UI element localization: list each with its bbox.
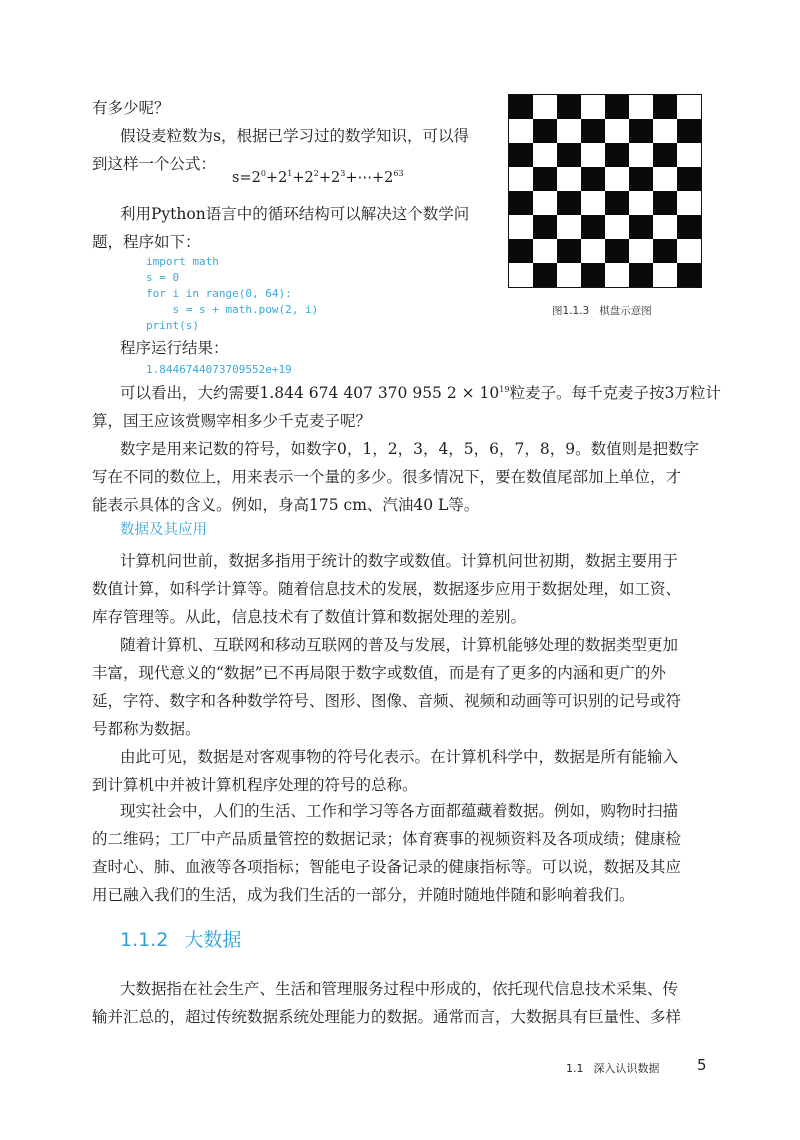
board-square	[557, 167, 581, 191]
board-square	[653, 239, 677, 263]
paragraph-line: 输并汇总的，超过传统数据系统处理能力的数据。通常而言，大数据具有巨量性、多样	[92, 1008, 682, 1026]
page-number: 5	[697, 1056, 707, 1074]
paragraph-line: 利用Python语言中的循环结构可以解决这个数学问	[120, 205, 470, 223]
board-square	[629, 119, 653, 143]
board-square	[509, 239, 533, 263]
paragraph-line: 到这样一个公式：	[92, 155, 217, 173]
code-line: s = s + math.pow(2, i)	[146, 303, 319, 316]
board-square	[509, 215, 533, 239]
board-square	[677, 143, 701, 167]
paragraph-line: 有多少呢？	[92, 99, 170, 117]
section-title: 大数据	[184, 929, 242, 951]
board-square	[677, 95, 701, 119]
board-square	[533, 215, 557, 239]
paragraph-line: 可以看出，大约需要1.844 674 407 370 955 $2 \times 10^{19}$粒麦子。每千克麦子按3万粒计	[120, 384, 721, 402]
board-square	[605, 191, 629, 215]
sum-formula: $s=2^0+2^1+2^2+2^3+\cdots+2^{63}$	[232, 169, 404, 186]
board-square	[533, 239, 557, 263]
footer-section-number: 1.1	[566, 1062, 584, 1075]
board-square	[629, 191, 653, 215]
board-square	[509, 167, 533, 191]
paragraph-line: 题，程序如下：	[92, 233, 201, 251]
board-square	[533, 119, 557, 143]
board-square	[653, 95, 677, 119]
board-square	[605, 263, 629, 287]
board-square	[557, 191, 581, 215]
paragraph-line: 查时心、肺、血液等各项指标；智能电子设备记录的健康指标等。可以说，数据及其应	[92, 858, 682, 876]
board-square	[605, 167, 629, 191]
code-line: import math	[146, 255, 219, 268]
board-square	[581, 263, 605, 287]
board-square	[629, 143, 653, 167]
board-square	[629, 95, 653, 119]
figure-number: 图1.1.3	[552, 305, 590, 317]
footer-section-title: 深入认识数据	[593, 1062, 660, 1075]
section-heading	[120, 925, 241, 952]
paragraph-line: 随着计算机、互联网和移动互联网的普及与发展，计算机能够处理的数据类型更加	[120, 636, 679, 654]
paragraph-line: 到计算机中并被计算机程序处理的符号的总称。	[92, 776, 418, 794]
paragraph-line: 程序运行结果：	[120, 339, 229, 357]
board-square	[605, 143, 629, 167]
board-square	[629, 239, 653, 263]
paragraph-line: 用已融入我们的生活，成为我们生活的一部分，并随时随地伴随和影响着我们。	[92, 886, 635, 904]
board-square	[581, 215, 605, 239]
board-square	[557, 119, 581, 143]
paragraph-line: 能表示具体的含义。例如，身高175 cm、汽油40 L等。	[92, 496, 480, 514]
paragraph-line: 数字是用来记数的符号，如数字0，1，2，3，4，5，6，7，8，9。数值则是把数字	[120, 440, 700, 458]
paragraph-line: 库存管理等。从此，信息技术有了数值计算和数据处理的差别。	[92, 608, 527, 626]
paragraph-line: 延，字符、数字和各种数学符号、图形、图像、音频、视频和动画等可识别的记号或符	[92, 692, 682, 710]
running-footer	[566, 1060, 660, 1076]
board-square	[653, 215, 677, 239]
board-square	[605, 239, 629, 263]
board-square	[581, 191, 605, 215]
board-square	[677, 239, 701, 263]
board-square	[677, 167, 701, 191]
board-square	[605, 119, 629, 143]
board-square	[557, 215, 581, 239]
board-square	[557, 239, 581, 263]
board-square	[653, 143, 677, 167]
board-square	[629, 167, 653, 191]
paragraph-line: 写在不同的数位上，用来表示一个量的多少。很多情况下，要在数值尾部加上单位，才	[92, 468, 682, 486]
board-square	[533, 191, 557, 215]
board-square	[557, 95, 581, 119]
board-square	[581, 239, 605, 263]
board-square	[533, 95, 557, 119]
board-square	[677, 119, 701, 143]
board-square	[557, 263, 581, 287]
paragraph-line: 丰富，现代意义的“数据”已不再局限于数字或数值，而是有了更多的内涵和更广的外	[92, 664, 666, 682]
board-square	[533, 143, 557, 167]
paragraph-line: 算，国王应该赏赐宰相多少千克麦子呢？	[92, 412, 372, 430]
code-line: s = 0	[146, 271, 180, 284]
paragraph-line: 假设麦粒数为s，根据已学习过的数学知识，可以得	[120, 127, 469, 145]
board-square	[581, 95, 605, 119]
board-square	[677, 215, 701, 239]
paragraph-line: 现实社会中，人们的生活、工作和学习等各方面都蕴藏着数据。例如，购物时扫描	[120, 802, 679, 820]
board-square	[677, 191, 701, 215]
program-output: 1.8446744073709552e+19	[146, 363, 292, 376]
board-square	[581, 143, 605, 167]
board-square	[581, 119, 605, 143]
board-square	[533, 167, 557, 191]
code-line: for i in range(0, 64):	[146, 287, 292, 300]
paragraph-line: 大数据指在社会生产、生活和管理服务过程中形成的，依托现代信息技术采集、传	[120, 980, 679, 998]
paragraph-line: 由此可见，数据是对客观事物的符号化表示。在计算机科学中，数据是所有能输入	[120, 748, 679, 766]
board-square	[557, 143, 581, 167]
chessboard-figure	[508, 94, 702, 288]
paragraph-line: 数值计算，如科学计算等。随着信息技术的发展，数据逐步应用于数据处理，如工资、	[92, 580, 682, 598]
board-square	[509, 263, 533, 287]
board-square	[533, 263, 557, 287]
board-square	[653, 119, 677, 143]
board-square	[605, 95, 629, 119]
board-square	[509, 119, 533, 143]
board-square	[653, 263, 677, 287]
paragraph-line: 的二维码；工厂中产品质量管控的数据记录；体育赛事的视频资料及各项成绩；健康检	[92, 830, 682, 848]
paragraph-line: 号都称为数据。	[92, 720, 201, 738]
figure-caption	[552, 303, 652, 318]
board-square	[509, 143, 533, 167]
board-square	[653, 191, 677, 215]
subsection-heading: 数据及其应用	[120, 522, 207, 538]
board-square	[629, 263, 653, 287]
figure-title: 棋盘示意图	[599, 305, 652, 317]
board-square	[677, 263, 701, 287]
board-square	[629, 215, 653, 239]
paragraph-line: 计算机问世前，数据多指用于统计的数字或数值。计算机问世初期，数据主要用于	[120, 552, 679, 570]
code-line: print(s)	[146, 319, 199, 332]
board-square	[605, 215, 629, 239]
board-square	[581, 167, 605, 191]
section-number: 1.1.2	[120, 929, 169, 951]
board-square	[509, 191, 533, 215]
board-square	[509, 95, 533, 119]
board-square	[653, 167, 677, 191]
